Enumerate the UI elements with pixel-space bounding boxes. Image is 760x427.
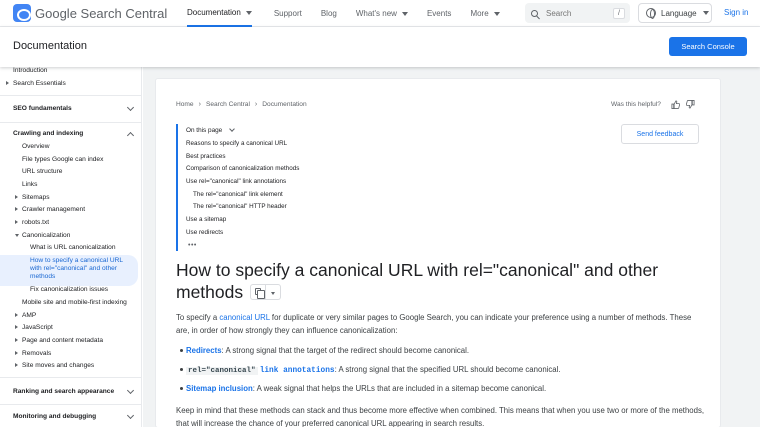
toc-more-icon[interactable]: ••• xyxy=(188,242,197,249)
sidebar-item-label: Removals xyxy=(22,350,52,357)
section-title: Documentation xyxy=(13,40,87,52)
search-icon xyxy=(531,10,538,17)
nav-label: What's new xyxy=(355,9,397,18)
chevron-right-icon: › xyxy=(198,101,201,108)
toc-item-reasons[interactable]: Reasons to specify a canonical URL xyxy=(186,140,288,147)
nav-label: Support xyxy=(273,9,302,18)
globe-icon xyxy=(646,8,656,18)
sidebar-item-introduction[interactable]: Introduction xyxy=(13,67,48,74)
sidebar-item-label: robots.txt xyxy=(22,219,50,226)
chevron-down-icon xyxy=(703,11,709,15)
search-input[interactable] xyxy=(546,9,606,18)
section-label: Ranking and search appearance xyxy=(13,388,115,395)
expand-arrow-icon xyxy=(15,313,18,317)
copy-link-button[interactable] xyxy=(250,284,266,300)
sidebar-item-canonicalization[interactable] xyxy=(22,232,142,240)
sidebar-section-crawling-indexing[interactable] xyxy=(13,130,141,137)
was-this-helpful-label: Was this helpful? xyxy=(611,101,661,108)
sign-in-link[interactable]: Sign in xyxy=(724,8,749,17)
expand-arrow-icon xyxy=(15,363,18,367)
send-feedback-button[interactable]: Send feedback xyxy=(621,124,699,144)
search-console-button[interactable]: Search Console xyxy=(669,37,747,56)
redirects-link[interactable]: Redirects xyxy=(186,346,222,355)
chevron-right-icon: › xyxy=(254,101,258,108)
chevron-down-icon xyxy=(127,412,134,419)
nav-blog[interactable] xyxy=(321,0,337,27)
section-label: Crawling and indexing xyxy=(13,130,84,137)
intro-paragraph xyxy=(176,311,706,337)
expand-arrow-icon xyxy=(6,81,9,85)
divider xyxy=(0,95,141,96)
expand-arrow-icon xyxy=(15,207,18,211)
nav-label: Documentation xyxy=(187,8,241,17)
sidebar-item-sitemaps[interactable] xyxy=(22,194,142,202)
language-label: Language xyxy=(661,8,697,18)
sidebar-item-file-types[interactable]: File types Google can index xyxy=(22,156,104,163)
breadcrumb-documentation[interactable]: Documentation xyxy=(262,101,307,108)
search-central-logo-icon xyxy=(13,4,31,22)
sidebar-item-label: Crawler management xyxy=(22,206,86,213)
search-shortcut-key: / xyxy=(613,8,625,19)
link-text: link annotations xyxy=(259,367,335,375)
thumb-down-icon[interactable] xyxy=(686,100,695,109)
intro-text: for duplicate or very similar pages to Google Search, you can indicate your preference using a number of methods. These are, in order of how strongly they can influence canonicalization: xyxy=(176,313,692,335)
divider xyxy=(0,122,141,123)
sidebar-nav xyxy=(0,67,142,427)
sidebar-item-site-moves[interactable] xyxy=(22,362,142,370)
sidebar-item-overview[interactable]: Overview xyxy=(22,143,50,150)
sidebar-item-fix-canonicalization[interactable]: Fix canonicalization issues xyxy=(30,286,109,293)
chevron-down-icon xyxy=(271,292,275,295)
chevron-up-icon xyxy=(127,132,134,139)
sidebar-section-seo-fundamentals[interactable] xyxy=(13,105,141,112)
canonical-url-link[interactable]: canonical URL xyxy=(219,313,270,322)
breadcrumb xyxy=(176,101,307,108)
section-label: Monitoring and debugging xyxy=(13,413,97,420)
chevron-down-icon xyxy=(402,12,408,16)
sidebar-item-javascript[interactable] xyxy=(22,324,142,332)
toc-title[interactable]: On this page xyxy=(186,127,223,134)
expand-arrow-icon xyxy=(15,195,18,199)
toc-item-comparison[interactable]: Comparison of canonicalization methods xyxy=(186,165,300,172)
list-item-text: : A strong signal that the specified URL should become canonical. xyxy=(334,365,561,374)
sidebar-item-label: Sitemaps xyxy=(22,194,50,201)
expand-arrow-icon xyxy=(15,220,18,224)
page-title: How to specify a canonical URL with rel="canonical" and other methods xyxy=(176,260,659,302)
list-item-text: : A weak signal that helps the URLs that are included in a sitemap become canonical. xyxy=(252,384,547,393)
sidebar-section-monitoring[interactable] xyxy=(13,413,141,420)
on-this-page-toc xyxy=(176,124,326,251)
link-annotations-link[interactable] xyxy=(186,365,335,374)
toc-item-sitemap[interactable]: Use a sitemap xyxy=(186,216,227,223)
sidebar-item-page-metadata[interactable] xyxy=(22,337,142,345)
logo-text: Google Search Central xyxy=(35,5,168,21)
closing-paragraph: Keep in mind that these methods can stack and thus become more effective when combined. This means that when you use two or more of the methods, that will increase the chance of your preferred canonical URL appearing in search results. xyxy=(176,406,705,427)
thumb-up-icon[interactable] xyxy=(671,100,680,109)
sidebar-item-search-essentials[interactable] xyxy=(13,80,142,88)
sidebar-item-specify-canonical[interactable]: How to specify a canonical URL with rel="canonical" and other methods xyxy=(30,257,123,280)
top-navigation-bar xyxy=(0,0,760,27)
chevron-down-icon xyxy=(246,11,252,15)
sidebar-item-links[interactable]: Links xyxy=(22,181,38,188)
sidebar-item-label: AMP xyxy=(22,312,37,319)
toc-item-best-practices[interactable]: Best practices xyxy=(186,153,226,160)
sidebar-item-label: Search Essentials xyxy=(13,80,66,87)
sidebar-item-url-structure[interactable]: URL structure xyxy=(22,168,63,175)
nav-documentation[interactable] xyxy=(187,0,252,27)
toc-item-link-annotations[interactable]: Use rel="canonical" link annotations xyxy=(186,178,287,185)
sidebar-section-ranking[interactable] xyxy=(13,388,141,395)
sidebar-item-label: Site moves and changes xyxy=(22,362,95,369)
toc-item-link-element[interactable]: The rel="canonical" link element xyxy=(193,191,283,198)
section-label: SEO fundamentals xyxy=(13,105,72,112)
main-nav xyxy=(187,0,500,27)
code-snippet: rel="canonical" xyxy=(188,367,256,375)
sidebar-item-robots-txt[interactable] xyxy=(22,219,142,227)
nav-events[interactable] xyxy=(427,0,451,27)
nav-support[interactable] xyxy=(274,0,302,27)
expand-arrow-icon xyxy=(15,338,18,342)
breadcrumb-search-central[interactable]: Search Central xyxy=(205,101,250,108)
sitemap-inclusion-link[interactable]: Sitemap inclusion xyxy=(186,384,253,393)
chevron-down-icon xyxy=(494,12,500,16)
chevron-down-icon xyxy=(127,104,134,111)
sidebar-item-label: JavaScript xyxy=(22,324,53,331)
sidebar-item-crawler-management[interactable] xyxy=(22,206,142,214)
site-logo[interactable] xyxy=(13,4,167,22)
sidebar-item-label: Canonicalization xyxy=(22,232,71,239)
sidebar-item-amp[interactable] xyxy=(22,312,142,320)
toc-item-http-header[interactable]: The rel="canonical" HTTP header xyxy=(193,203,287,210)
sidebar-item-label: Page and content metadata xyxy=(22,337,104,344)
bullet-dot xyxy=(180,387,183,390)
expand-arrow-icon xyxy=(15,325,18,329)
copy-options-button[interactable] xyxy=(266,284,281,300)
list-item-sitemap xyxy=(186,384,706,393)
sidebar-item-removals[interactable] xyxy=(22,350,142,358)
sidebar-item-what-is-canonicalization[interactable]: What is URL canonicalization xyxy=(30,244,116,251)
nav-label: Events xyxy=(426,9,452,18)
section-header xyxy=(0,27,760,67)
divider xyxy=(0,404,141,405)
toc-item-redirects[interactable]: Use redirects xyxy=(186,229,224,236)
list-item-link-annotations xyxy=(186,365,706,375)
expand-arrow-icon xyxy=(15,351,18,355)
nav-label: More xyxy=(470,9,489,18)
sidebar-item-mobile-first[interactable]: Mobile site and mobile-first indexing xyxy=(22,299,127,306)
language-selector[interactable] xyxy=(638,3,712,23)
list-item-redirects xyxy=(186,346,706,355)
bullet-dot xyxy=(180,368,183,371)
divider xyxy=(0,377,141,378)
nav-label: Blog xyxy=(320,9,337,18)
bullet-dot xyxy=(180,349,183,352)
breadcrumb-home[interactable]: Home xyxy=(176,101,194,108)
nav-more[interactable] xyxy=(470,0,499,27)
intro-text: To specify a xyxy=(176,313,220,322)
collapse-arrow-icon xyxy=(15,234,19,237)
chevron-down-icon xyxy=(127,387,134,394)
list-item-text: : A strong signal that the target of the redirect should become canonical. xyxy=(221,346,470,355)
nav-whats-new[interactable] xyxy=(356,0,408,27)
chevron-down-icon[interactable] xyxy=(229,126,235,132)
search-box[interactable] xyxy=(525,3,630,23)
copy-icon xyxy=(255,288,261,295)
